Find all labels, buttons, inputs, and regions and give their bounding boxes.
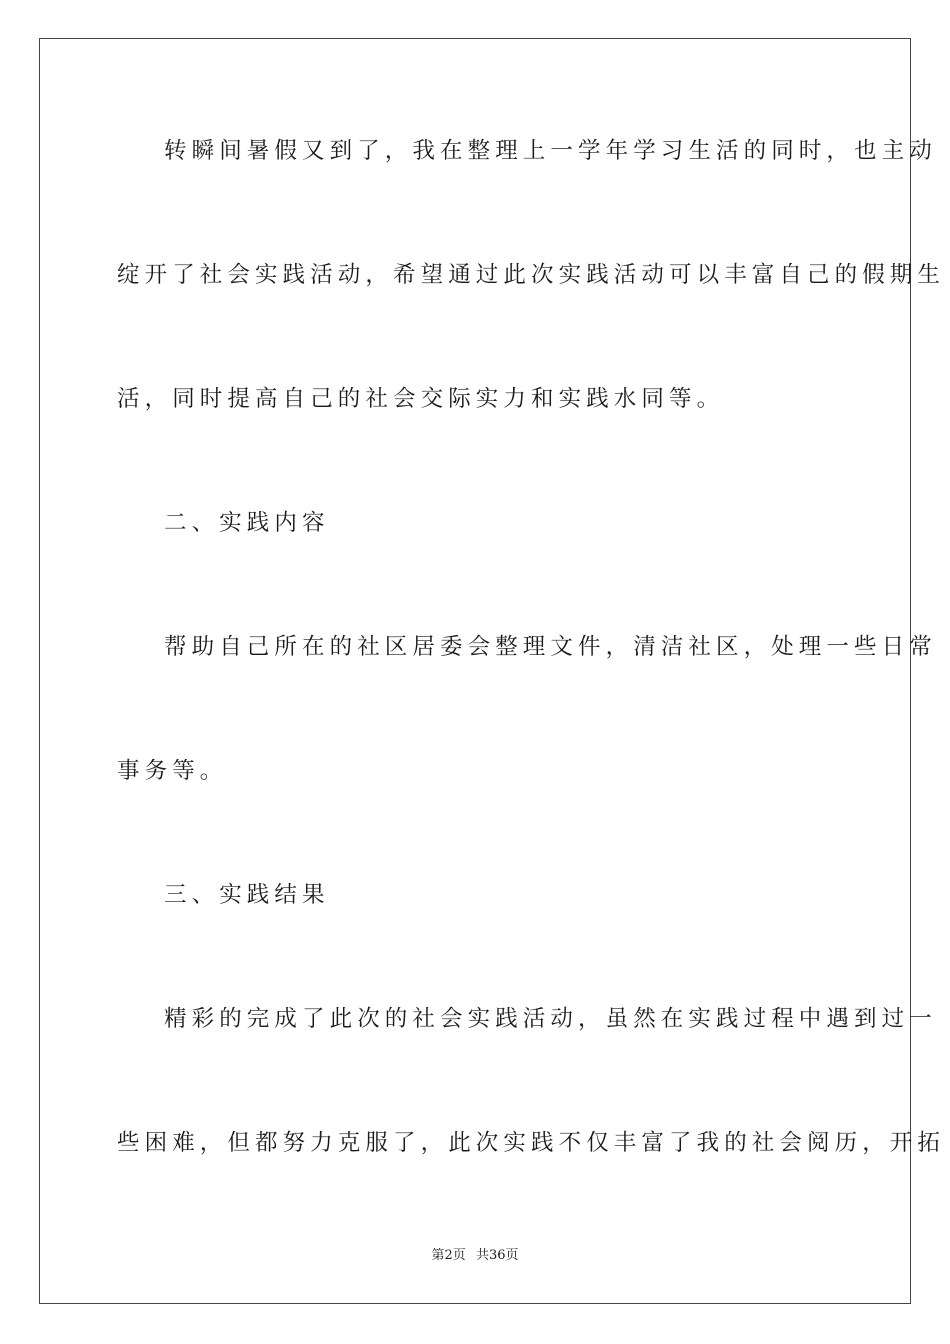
section-heading: 二、实践内容 xyxy=(164,510,330,536)
paragraph-line: 精彩的完成了此次的社会实践活动，虽然在实践过程中遇到过一 xyxy=(164,1006,937,1032)
paragraph-line: 些困难，但都努力克服了，此次实践不仅丰富了我的社会阅历，开拓 xyxy=(117,1130,946,1156)
section-heading: 三、实践结果 xyxy=(164,882,330,908)
page-frame xyxy=(39,38,946,1304)
page-total: 共36页 xyxy=(475,1248,519,1263)
paragraph-line: 绽开了社会实践活动，希望通过此次实践活动可以丰富自己的假期生 xyxy=(117,262,946,288)
paragraph-line: 帮助自己所在的社区居委会整理文件，清洁社区，处理一些日常 xyxy=(164,634,937,660)
paragraph-line: 转瞬间暑假又到了，我在整理上一学年学习生活的同时，也主动 xyxy=(164,138,937,164)
page-footer xyxy=(0,1247,950,1265)
paragraph-line: 事务等。 xyxy=(117,758,228,784)
page-number: 第2页 xyxy=(431,1248,466,1263)
paragraph-line: 活，同时提高自己的社会交际实力和实践水同等。 xyxy=(117,386,725,412)
